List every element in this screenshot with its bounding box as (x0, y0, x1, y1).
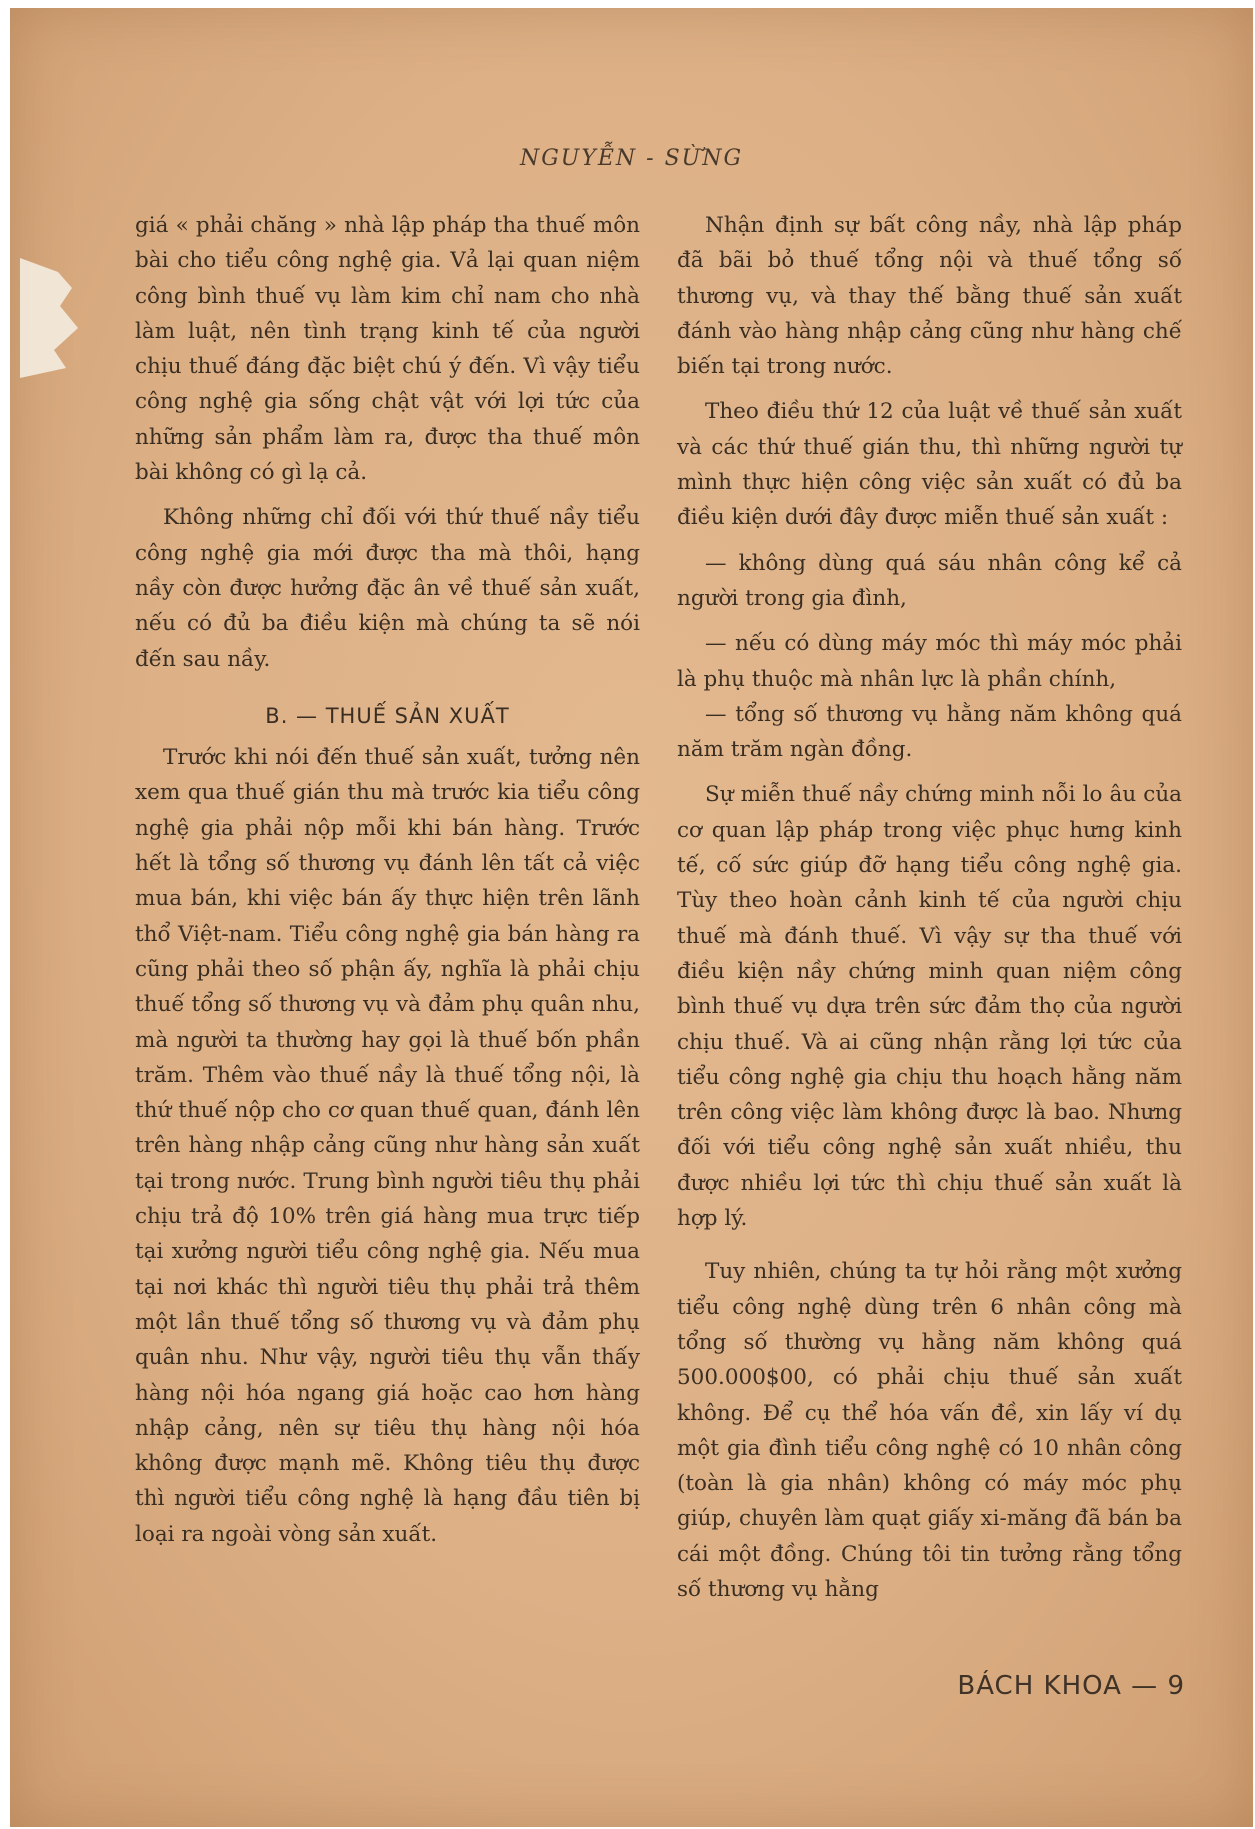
condition-2: — nếu có dùng máy móc thì máy móc phải là phụ thuộc mà nhân lực là phần chính, (677, 631, 1182, 692)
left-paragraph-3: Trước khi nói đến thuế sản xuất, tưởng nên xem qua thuế gián thu mà trước kia tiểu công nghệ gia phải nộp mỗi khi bán hàng. Trước hết là tổng số thương vụ đánh lên tất cả việc mua bán, khi việc bán ấy thực hiện trên lãnh thổ Việt-nam. Tiểu công nghệ gia bán hàng ra cũng phải theo số phận ấy, nghĩa là phải chịu thuế tổng số thương vụ và đảm phụ quân nhu, mà người ta thường hay gọi là thuế bốn phần trăm. Thêm vào thuế nầy là thuế tổng nội, là thứ thuế nộp cho cơ quan thuế quan, đánh lên trên hàng nhập cảng cũng như hàng sản xuất tại trong nước. Trung bình người tiêu thụ phải chịu trả độ 10% trên giá hàng mua trực tiếp tại xưởng người tiểu công nghệ gia. Nếu mua tại nơi khác thì người tiêu thụ phải trả thêm một lần thuế tổng số thương vụ và đảm phụ quân nhu. Như vậy, người tiêu thụ vẫn thấy hàng nội hóa ngang giá hoặc cao hơn hàng nhập cảng, nên sự tiêu thụ hàng nội hóa không được mạnh mẽ. Không tiêu thụ được thì người tiểu công nghệ là hạng đầu tiên bị loại ra ngoài vòng sản xuất. (135, 745, 640, 1547)
running-head: NGUYỄN - SỪNG (519, 146, 744, 171)
page-footer: BÁCH KHOA — 9 (957, 1671, 1185, 1701)
right-column (677, 208, 1182, 1607)
left-paragraph-2: Không những chỉ đối với thứ thuế nầy tiểu công nghệ gia mới được tha mà thôi, hạng nầy còn được hưởng đặc ân về thuế sản xuất, nếu có đủ ba điều kiện mà chúng ta sẽ nói đến sau nầy. (135, 505, 640, 672)
condition-1: — không dùng quá sáu nhân công kể cả người trong gia đình, (677, 550, 1182, 611)
right-paragraph-3: Sự miễn thuế nầy chứng minh nỗi lo âu của cơ quan lập pháp trong việc phục hưng kinh tế, cố sức giúp đỡ hạng tiểu công nghệ gia. Tùy theo hoàn cảnh kinh tế của người chịu thuế mà đánh thuế. Vì vậy sự tha thuế với điều kiện nầy chứng minh quan niệm công bình thuế vụ dựa trên sức đảm thọ của người chịu thuế. Và ai cũng nhận rằng lợi tức của tiểu công nghệ gia chịu thu hoạch hằng năm trên công việc làm không được là bao. Nhưng đối với tiểu công nghệ sản xuất nhiều, thu được nhiều lợi tức thì chịu thuế sản xuất là hợp lý. (677, 782, 1182, 1232)
page-paper (10, 8, 1253, 1827)
left-column (135, 208, 640, 1552)
torn-edge-mark (20, 258, 90, 378)
right-paragraph-2: Theo điều thứ 12 của luật về thuế sản xuất và các thứ thuế gián thu, thì những người tự mình thực hiện công việc sản xuất có đủ ba điều kiện dưới đây được miễn thuế sản xuất : (677, 399, 1182, 531)
section-heading: B. — THUẾ SẢN XUẤT (265, 703, 510, 728)
condition-3: — tổng số thương vụ hằng năm không quá năm trăm ngàn đồng. (677, 701, 1182, 763)
right-paragraph-4: Tuy nhiên, chúng ta tự hỏi rằng một xưởng tiểu công nghệ dùng trên 6 nhân công mà tổng số thường vụ hằng năm không quá 500.000$00, có phải chịu thuế sản xuất không. Để cụ thể hóa vấn đề, xin lấy ví dụ một gia đình tiểu công nghệ có 10 nhân công (toàn là gia nhân) không có máy móc phụ giúp, chuyên làm quạt giấy xi-măng đã bán ba cái một đồng. Chúng tôi tin tưởng rằng tổng số thương vụ hằng (677, 1259, 1182, 1602)
left-paragraph-1: giá « phải chăng » nhà lập pháp tha thuế môn bài cho tiểu công nghệ gia. Vả lại quan niệm công bình thuế vụ làm kim chỉ nam cho nhà làm luật, nên tình trạng kinh tế của người chịu thuế đáng đặc biệt chú ý đến. Vì vậy tiểu công nghệ gia sống chật vật với lợi tức của những sản phẩm làm ra, được tha thuế môn bài không có gì lạ cả. (135, 213, 640, 486)
right-paragraph-1: Nhận định sự bất công nầy, nhà lập pháp đã bãi bỏ thuế tổng nội và thuế tổng số thương vụ, và thay thế bằng thuế sản xuất đánh vào hàng nhập cảng cũng như hàng chế biến tại trong nước. (677, 213, 1182, 380)
